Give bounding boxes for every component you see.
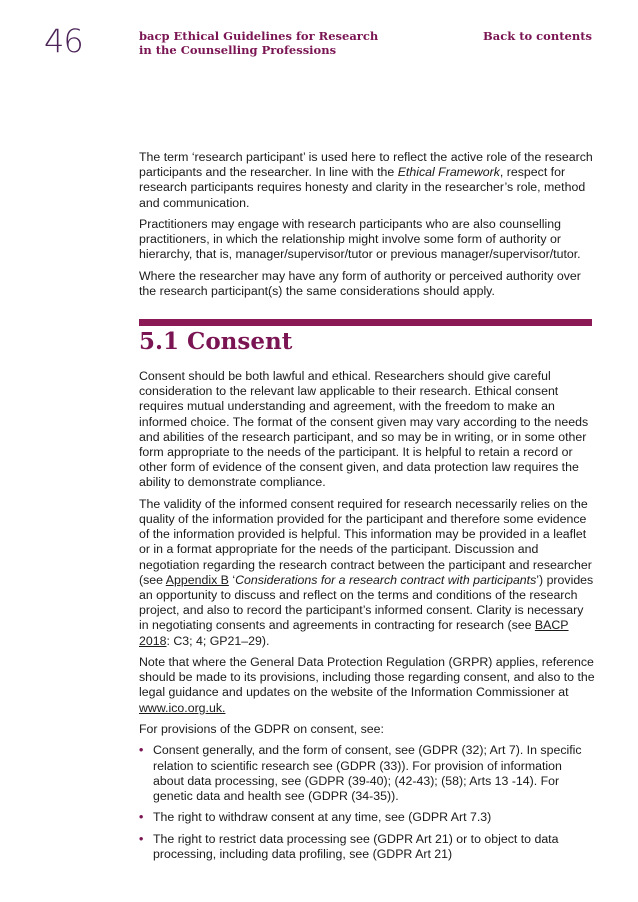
bullet-icon: • xyxy=(139,810,144,825)
consent-p2-text-d: : C3; 4; GP21–29). xyxy=(166,633,270,648)
consent-paragraph-3 xyxy=(139,655,595,716)
intro-paragraph-1 xyxy=(139,150,595,211)
consent-p2-text-b: ‘ xyxy=(228,572,236,587)
section-divider xyxy=(139,319,592,326)
list-item xyxy=(139,743,595,804)
ico-website-link[interactable]: www.ico.org.uk. xyxy=(139,700,226,715)
list-item xyxy=(139,810,595,825)
bullet-text: The right to withdraw consent at any time, see (GDPR Art 7.3) xyxy=(153,810,492,825)
bullet-icon: • xyxy=(139,743,144,758)
consent-p2-text-a: The validity of the informed consent required for research necessarily relies on the quality of the information provided for the participant and therefore some evidence of the information provided is helpful. This information may be provided in a leaflet or in a format appropriate for the needs of the participant. Discussion and negotiation regarding the research contract between the participant and researcher (see xyxy=(139,496,592,587)
consent-paragraph-4: For provisions of the GDPR on consent, see: xyxy=(139,722,384,737)
document-title xyxy=(139,29,378,57)
intro-paragraph-3: Where the researcher may have any form of authority or perceived authority over the research participant(s) the same considerations should apply. xyxy=(139,268,581,298)
consent-section-body xyxy=(139,369,595,868)
intro-p1-text-a: The term ‘research participant’ is used here to reflect the active role of the research participants and the researcher. In line with the xyxy=(139,150,593,180)
page-number: 46 xyxy=(44,22,83,60)
list-item xyxy=(139,832,595,862)
consent-paragraph-1: Consent should be both lawful and ethical. Researchers should give careful consideration to the relevant law applicable to their research. Ethical consent requires mutual understanding and agreement, with the freedom to make an informed choice. The format of the consent given may vary according to the needs and abilities of the research participant, and so may be in writing, or in some other form appropriate to the needs of the participant. It is helpful to retain a record or other form of evidence of the consent given, and data protection law requires the ability to demonstrate compliance. xyxy=(139,369,589,490)
ethical-framework-emphasis: Ethical Framework xyxy=(397,165,500,180)
bacp-2018-link[interactable]: BACP 2018 xyxy=(139,618,569,648)
bullet-text: Consent generally, and the form of consent, see (GDPR (32); Art 7). In specific relation to scientific research see (GDPR (33)). For provision of information about data processing, see (GDPR (39-40); (42-43); (58); Arts 13 -14). For genetic data and health see (GDPR (34-35)). xyxy=(153,743,582,804)
gdpr-bullet-list xyxy=(139,743,595,862)
consent-paragraph-2 xyxy=(139,497,595,649)
back-to-contents-link[interactable]: Back to contents xyxy=(483,29,592,43)
consent-p3-text-a: Note that where the General Data Protection Regulation (GRPR) applies, reference should be made to its provisions, including those regarding consent, and also to the legal guidance and updates on the website of the Information Commissioner at xyxy=(139,655,595,700)
research-contract-emphasis: Considerations for a research contract with participants xyxy=(235,572,537,587)
intro-p1-text-b: , respect for research participants requires honesty and clarity in the researcher’s role, method and communication. xyxy=(139,165,586,210)
intro-paragraph-2: Practitioners may engage with research participants who are also counselling practitioners, in which the relationship might involve some form of authority or hierarchy, that is, manager/supervisor/tutor or previous manager/supervisor/tutor. xyxy=(139,217,581,262)
consent-p2-text-c: ’) provides an opportunity to discuss and reflect on the terms and conditions of the research project, and also to record the participant’s informed consent. Clarity is necessary in negotiating consents and agreements in contracting for research (see xyxy=(139,572,594,633)
document-title-line-1: bacp Ethical Guidelines for Research xyxy=(139,29,379,43)
bullet-text: The right to restrict data processing see (GDPR Art 21) or to object to data processing, including data profiling, see (GDPR Art 21) xyxy=(153,831,559,862)
intro-section xyxy=(139,150,595,305)
bullet-icon: • xyxy=(139,831,144,846)
document-title-line-2: in the Counselling Professions xyxy=(139,43,337,57)
appendix-b-link[interactable]: Appendix B xyxy=(165,572,229,587)
section-heading: 5.1 Consent xyxy=(139,328,293,355)
